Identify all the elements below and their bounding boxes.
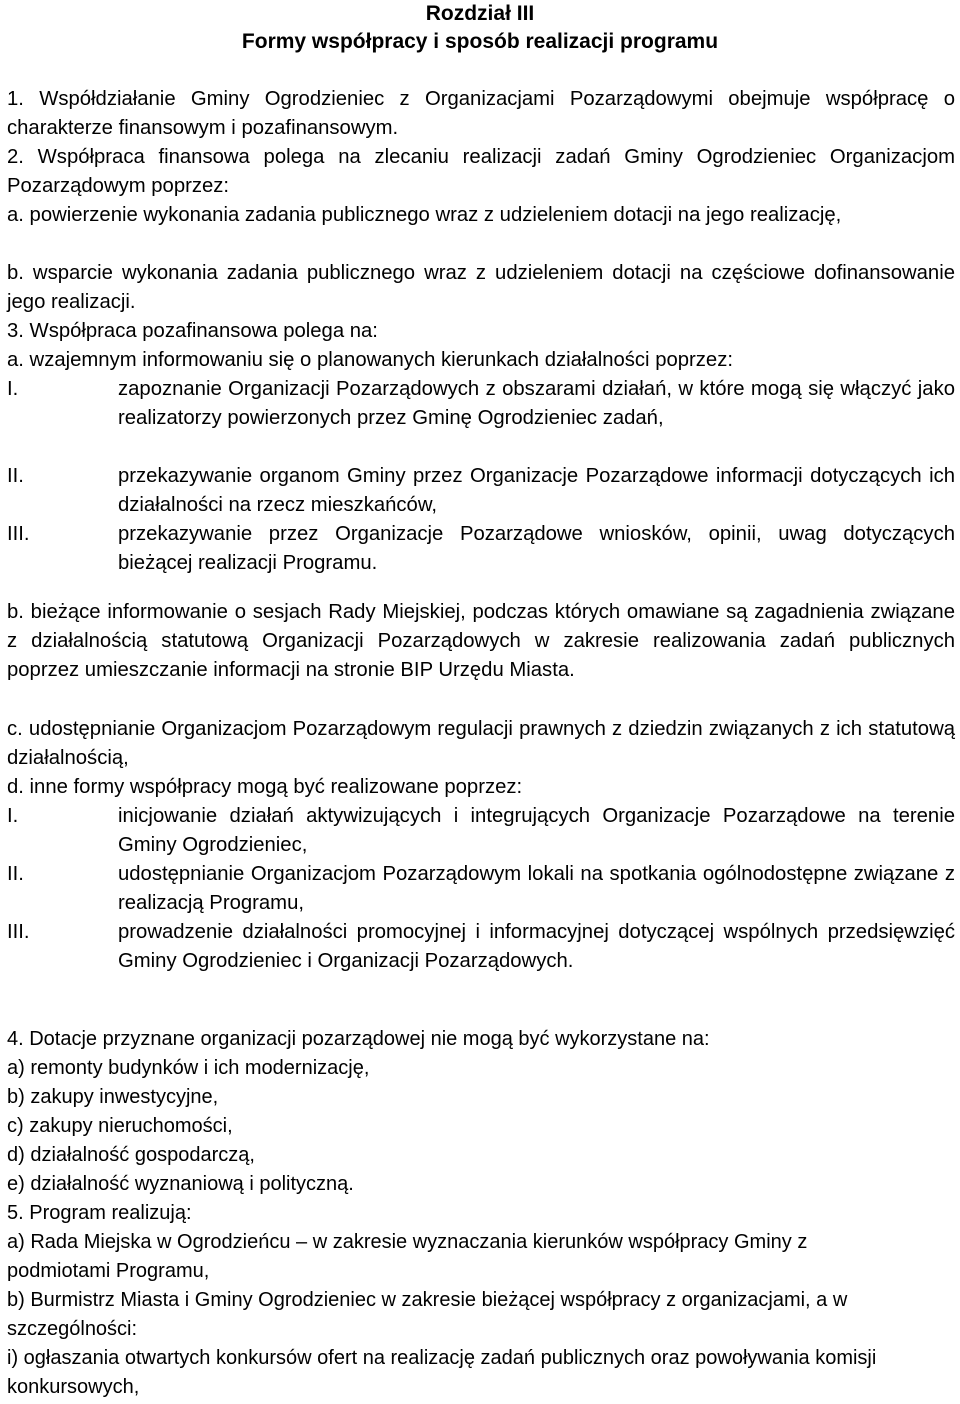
chapter-heading: Rozdział III <box>425 2 535 25</box>
list-item-text: przekazywanie przez Organizacje Pozarządowe wniosków, opinii, uwag dotyczących bieżącej realizacji Programu. <box>118 523 955 575</box>
list-item-number: III. <box>7 523 30 545</box>
paragraph-2: 2. Współpraca finansowa polega na zlecaniu realizacji zadań Gminy Ogrodzieniec Organizacjom Pozarządowym poprzez: <box>7 146 955 198</box>
paragraph-4: 4. Dotacje przyznane organizacji pozarządowej nie mogą być wykorzystane na: <box>7 1028 710 1050</box>
paragraph-5a: a) Rada Miejska w Ogrodzieńcu – w zakresie wyznaczania kierunków współpracy Gminy z podmiotami Programu, <box>7 1231 808 1282</box>
paragraph-3b: b. bieżące informowanie o sesjach Rady Miejskiej, podczas których omawiane są zagadnienia związane z działalnością statutową Organizacji Pozarządowych w zakresie realizowania zadań publicznych poprzez umieszczanie informacji na stronie BIP Urzędu Miasta. <box>7 601 955 682</box>
paragraph-4d: d) działalność gospodarczą, <box>7 1144 255 1166</box>
list-item-number: I. <box>7 805 19 827</box>
paragraph-1: 1. Współdziałanie Gminy Ogrodzieniec z Organizacjami Pozarządowymi obejmuje współpracę o charakterze finansowym i pozafinansowym. <box>7 88 955 140</box>
list-item-text: zapoznanie Organizacji Pozarządowych z obszarami działań, w które mogą się włączyć jako realizatorzy powierzonych przez Gminę Ogrodzieniec zadań, <box>118 378 955 430</box>
paragraph-5b: b) Burmistrz Miasta i Gminy Ogrodzieniec w zakresie bieżącej współpracy z organizacjami, a w szczególności: <box>7 1289 848 1340</box>
chapter-title: Formy współpracy i sposób realizacji programu <box>241 30 719 53</box>
list-item-text: prowadzenie działalności promocyjnej i informacyjnej dotyczącej wspólnych przedsięwzięć Gminy Ogrodzieniec i Organizacji Pozarządowych. <box>118 921 955 973</box>
paragraph-3a: a. wzajemnym informowaniu się o planowanych kierunkach działalności poprzez: <box>7 349 733 371</box>
paragraph-4b: b) zakupy inwestycyjne, <box>7 1086 219 1108</box>
paragraph-5b-i: i) ogłaszania otwartych konkursów ofert na realizację zadań publicznych oraz powoływania komisji konkursowych, <box>7 1347 877 1398</box>
list-item-text: przekazywanie organom Gminy przez Organizacje Pozarządowe informacji dotyczących ich działalności na rzecz mieszkańców, <box>118 465 955 517</box>
paragraph-3c: c. udostępnianie Organizacjom Pozarządowym regulacji prawnych z dziedzin związanych z ich statutową działalnością, <box>7 718 955 770</box>
list-item-number: I. <box>7 378 19 400</box>
paragraph-5: 5. Program realizują: <box>7 1202 192 1224</box>
paragraph-3: 3. Współpraca pozafinansowa polega na: <box>7 320 378 342</box>
list-item-number: III. <box>7 921 30 943</box>
paragraph-4e: e) działalność wyznaniową i polityczną. <box>7 1173 354 1195</box>
paragraph-4a: a) remonty budynków i ich modernizację, <box>7 1057 370 1079</box>
paragraph-2b: b. wsparcie wykonania zadania publicznego wraz z udzieleniem dotacji na częściowe dofinansowanie jego realizacji. <box>7 262 955 314</box>
paragraph-2a: a. powierzenie wykonania zadania publicznego wraz z udzieleniem dotacji na jego realizację, <box>7 204 842 226</box>
list-item-text: inicjowanie działań aktywizujących i integrujących Organizacje Pozarządowe na terenie Gminy Ogrodzieniec, <box>118 805 955 857</box>
list-item-number: II. <box>7 863 24 885</box>
paragraph-4c: c) zakupy nieruchomości, <box>7 1115 233 1137</box>
list-item-number: II. <box>7 465 24 487</box>
list-item-text: udostępnianie Organizacjom Pozarządowym lokali na spotkania ogólnodostępne związane z realizacją Programu, <box>118 863 955 915</box>
paragraph-3d: d. inne formy współpracy mogą być realizowane poprzez: <box>7 776 523 798</box>
